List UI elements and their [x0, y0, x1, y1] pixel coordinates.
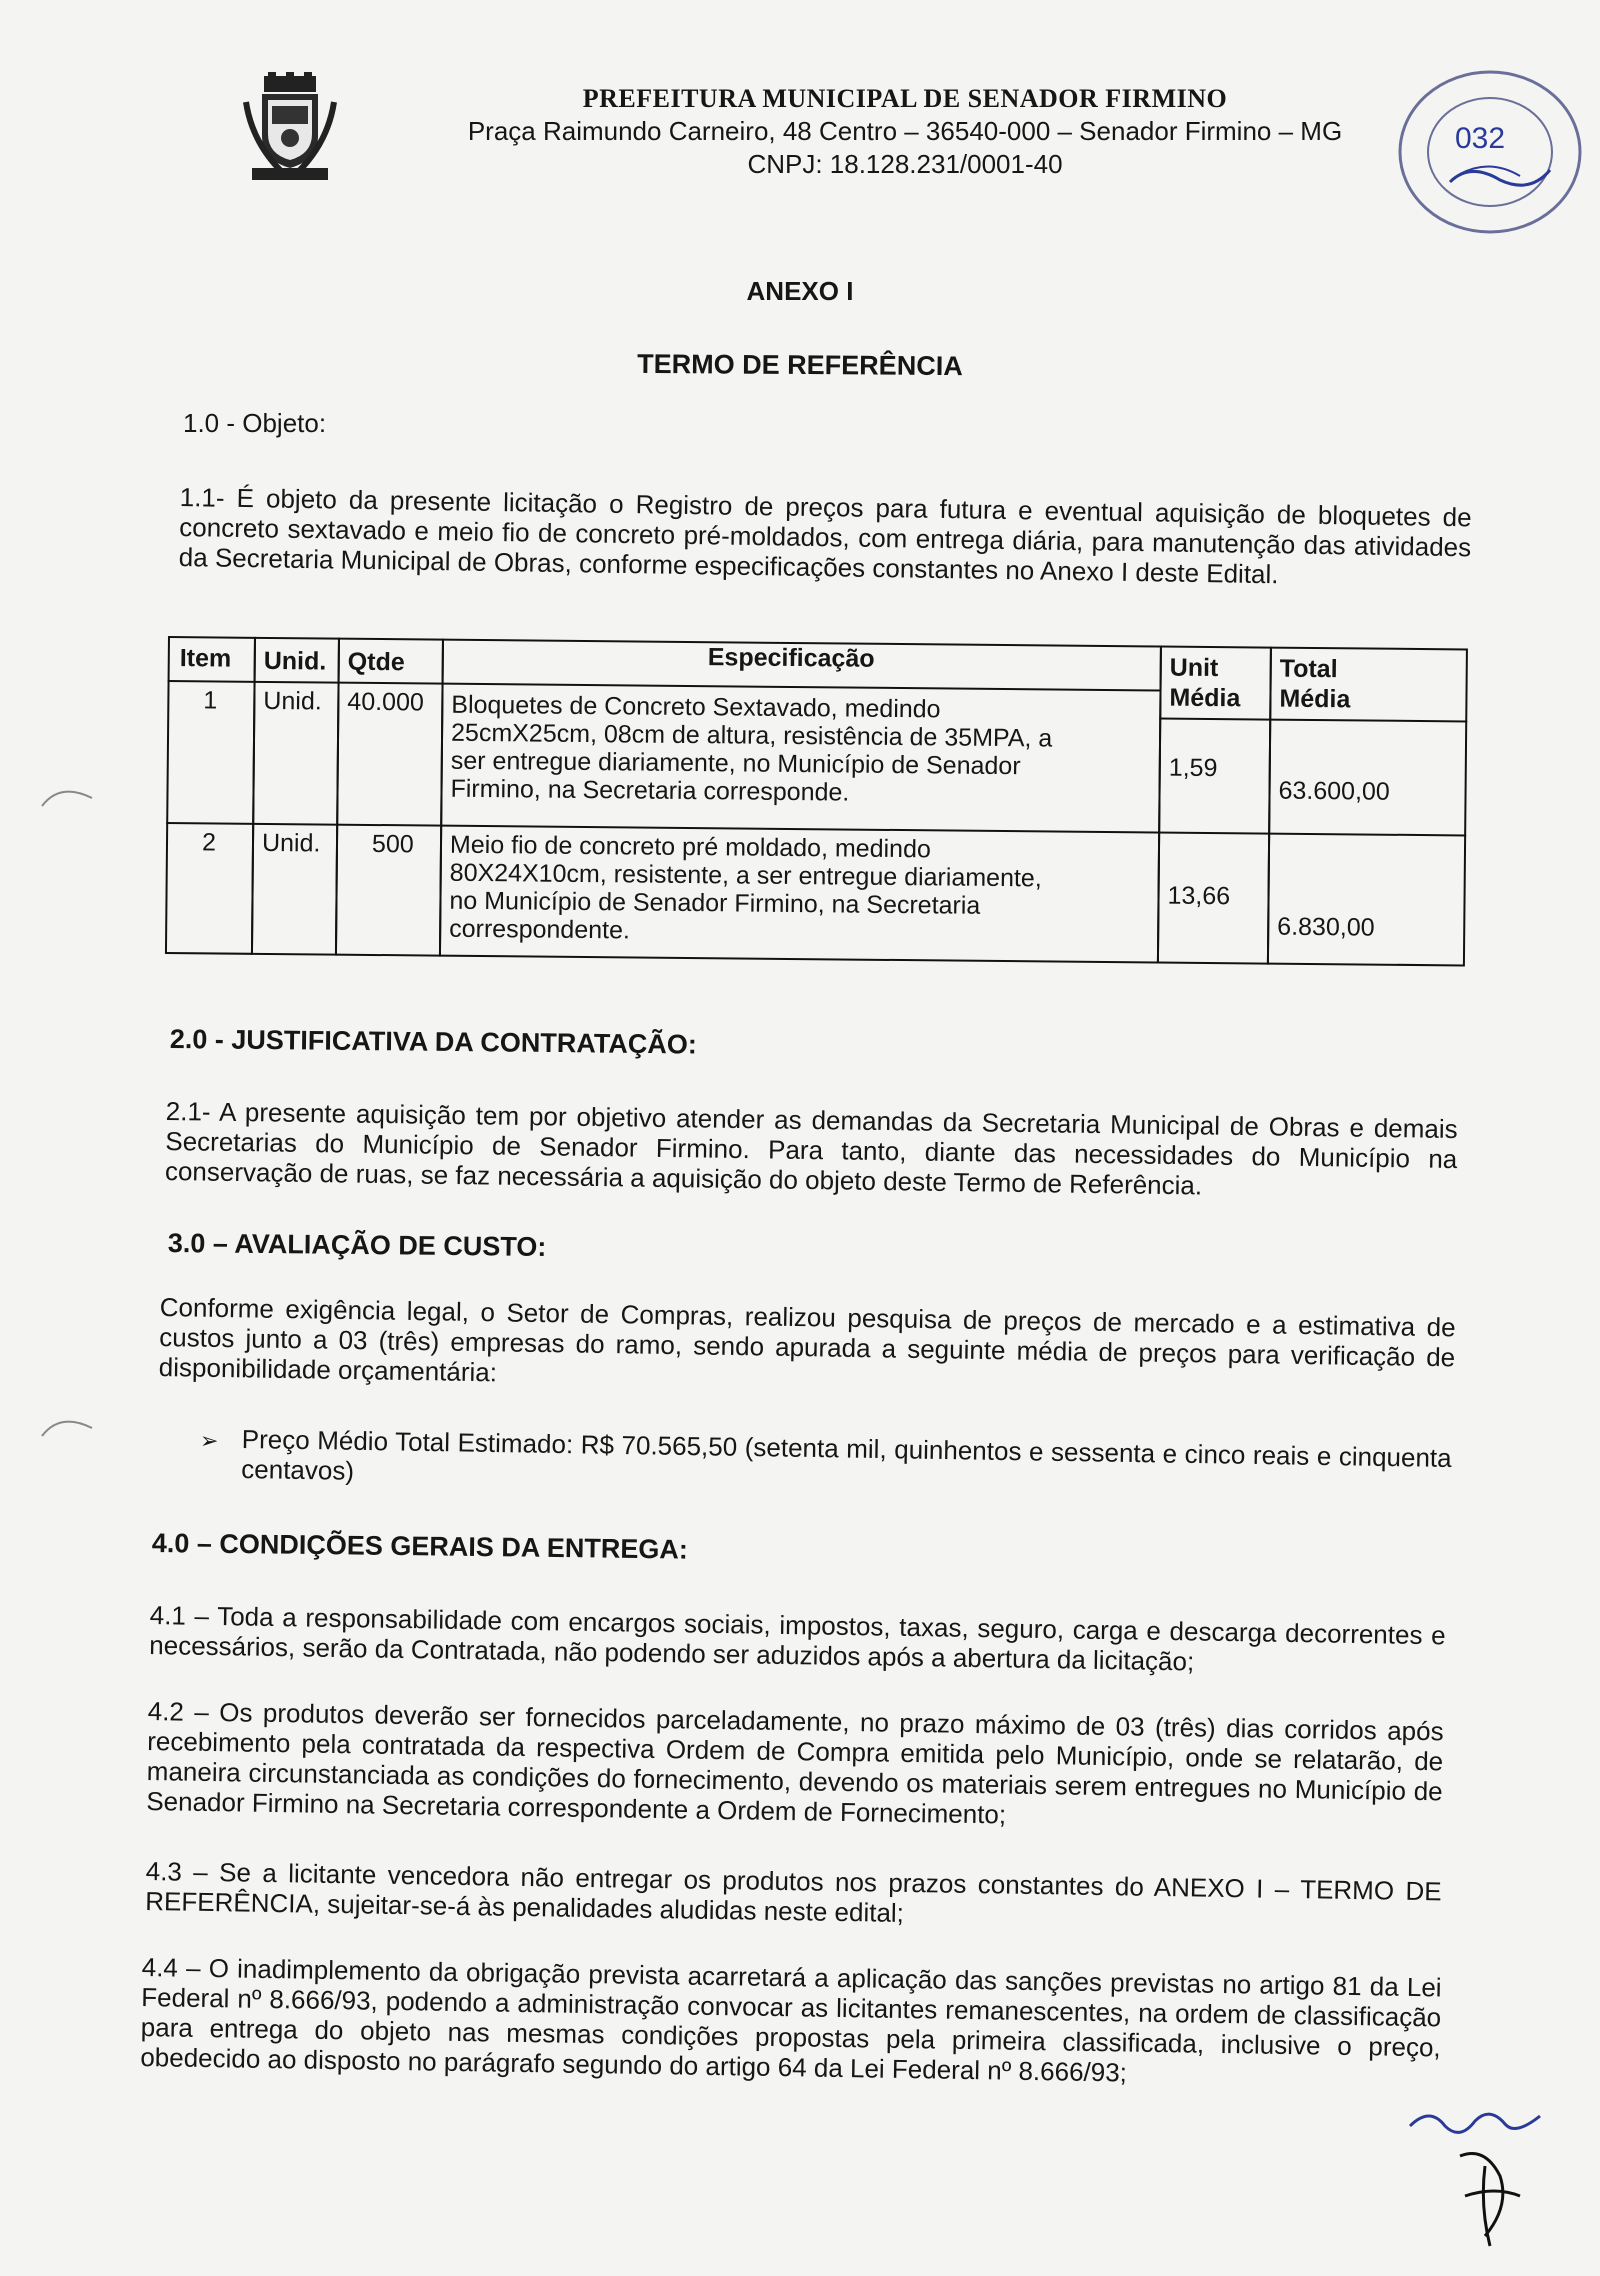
table-row-2-spec-line: Meio fio de concreto pré moldado, medindo — [449, 830, 931, 864]
document-title: TERMO DE REFERÊNCIA — [637, 348, 963, 382]
table-row-2-item: 2 — [201, 828, 217, 857]
table-row-1-unit: 1,59 — [1168, 753, 1218, 783]
table-row-2-spec-line: 80X24X10cm, resistente, a ser entregue diariamente, — [449, 858, 1042, 893]
section-2-text: 2.1- A presente aquisição tem por objetivo atender as demandas da Secretaria Municipal de Obras e demais Secretarias do Município de Senador Firmino. Para tanto, diante das necessidades do Município na conservação de ruas, se faz necessária a aquisição do objeto deste Termo de Referência. — [164, 1096, 1458, 1201]
table-row-1-qtde: 40.000 — [347, 687, 424, 717]
org-name: PREFEITURA MUNICIPAL DE SENADOR FIRMINO — [582, 84, 1228, 113]
table-row-1-spec-line: Firmino, na Secretaria corresponde. — [450, 774, 850, 807]
table-header-unit: Unit — [1169, 653, 1219, 683]
table-header-qtde: Qtde — [347, 647, 405, 677]
section-3-heading: 3.0 – AVALIAÇÃO DE CUSTO: — [167, 1228, 547, 1262]
table-header-total: Total — [1279, 654, 1338, 684]
table-header-unit-media: Média — [1169, 683, 1241, 713]
letterhead — [430, 84, 1380, 180]
section-3-bullet-text: Preço Médio Total Estimado: R$ 70.565,50 (setenta mil, quinhentos e sessenta e cinco reais e cinquenta centavos) — [241, 1424, 1452, 1486]
section-1-heading: 1.0 - Objeto: — [183, 408, 327, 438]
table-header-item: Item — [179, 644, 232, 673]
section-4-2-text: 4.2 – Os produtos deverão ser fornecidos parceladamente, no prazo máximo de 03 (três) dias corridos após recebimento pela contratada da respectiva Ordem de Compra emitida pelo Município, onde se relatarão, de maneira circunstanciada as condições do fornecimento, devendo os materiais serem entregues no Município de Senador Firmino na Secretaria correspondente a Ordem de Fornecimento; — [146, 1696, 1444, 1830]
section-3-text: Conforme exigência legal, o Setor de Compras, realizou pesquisa de preços de mercado e a estimativa de custos junto a 03 (três) empresas do ramo, sendo apurada a seguinte média de preços para verificação de disponibilidade orçamentária: — [158, 1292, 1456, 1388]
table-col-item — [165, 636, 256, 955]
table-row-1-spec-line: Bloquetes de Concreto Sextavado, medindo — [451, 690, 941, 724]
municipal-coat-of-arms-icon — [242, 72, 338, 184]
section-4-1-text: 4.1 – Toda a responsabilidade com encargos sociais, impostos, taxas, seguro, carga e descarga decorrentes e necessários, serão da Contratada, não podendo ser aduzidos após a abertura da licitação; — [149, 1600, 1446, 1677]
table-row-1-spec-line: ser entregue diariamente, no Município de Senador — [450, 746, 1021, 781]
table-header-spec: Especificação — [707, 643, 875, 673]
section-4-heading: 4.0 – CONDIÇÕES GERAIS DA ENTREGA: — [151, 1528, 689, 1565]
table-row-1-spec-line: 25cmX25cm, 08cm de altura, resistência de 35MPA, a — [450, 718, 1053, 753]
table-row-1-unid: Unid. — [263, 686, 322, 716]
section-4-3-text: 4.3 – Se a licitante vencedora não entregar os produtos nos prazos constantes do ANEXO I – TERMO DE REFERÊNCIA, sujeitar-se-á às penalidades aludidas neste edital; — [145, 1856, 1442, 1928]
bullet-arrow-icon: ➢ — [200, 1428, 219, 1453]
table-col-qtde — [335, 638, 444, 957]
org-cnpj: CNPJ: 18.128.231/0001-40 — [747, 149, 1063, 179]
table-row-2-spec-line: no Município de Senador Firmino, na Secretaria — [449, 886, 981, 920]
table-header-unid: Unid. — [263, 646, 327, 676]
section-1-text: 1.1- É objeto da presente licitação o Registro de preços para futura e eventual aquisição de bloquetes de concreto sextavado e meio fio de concreto pré-moldados, com entrega diária, para manutenção das atividades da Secretaria Municipal de Obras, conforme especificações constantes no Anexo I deste Edital. — [178, 482, 1472, 590]
table-row-2-total: 6.830,00 — [1277, 912, 1375, 942]
table-row-1-total: 63.600,00 — [1278, 776, 1390, 806]
punch-mark-icon — [40, 780, 94, 810]
table-header-total-media: Média — [1279, 684, 1351, 714]
table-row-2-unid: Unid. — [261, 828, 321, 858]
table-row-2-unit: 13,66 — [1167, 881, 1231, 911]
table-row-1-item: 1 — [203, 686, 218, 715]
punch-mark-icon — [40, 1410, 94, 1440]
section-2-heading: 2.0 - JUSTIFICATIVA DA CONTRATAÇÃO: — [169, 1024, 697, 1060]
table-row-2-spec-line: correspondente. — [449, 914, 631, 945]
org-address: Praça Raimundo Carneiro, 48 Centro – 36540-000 – Senador Firmino – MG — [467, 116, 1343, 146]
annex-title: ANEXO I — [746, 276, 854, 306]
items-table — [165, 636, 1468, 966]
stamp-number: 032 — [1455, 122, 1506, 155]
section-4-4-text: 4.4 – O inadimplemento da obrigação prevista acarretará a aplicação das sanções previstas no artigo 81 da Lei Federal nº 8.666/93, podendo a administração convocar as licitantes remanescentes, na ordem de classificação para entrega do objeto nas mesmas condições propostas pela primeira classificada, inclusive o preço, obedecido ao disposto no parágrafo segundo do artigo 64 da Lei Federal nº 8.666/93; — [140, 1952, 1442, 2088]
handwritten-signature-icon — [1390, 2086, 1560, 2256]
table-row-2-qtde: 500 — [371, 829, 414, 859]
table-col-unid — [251, 637, 340, 956]
